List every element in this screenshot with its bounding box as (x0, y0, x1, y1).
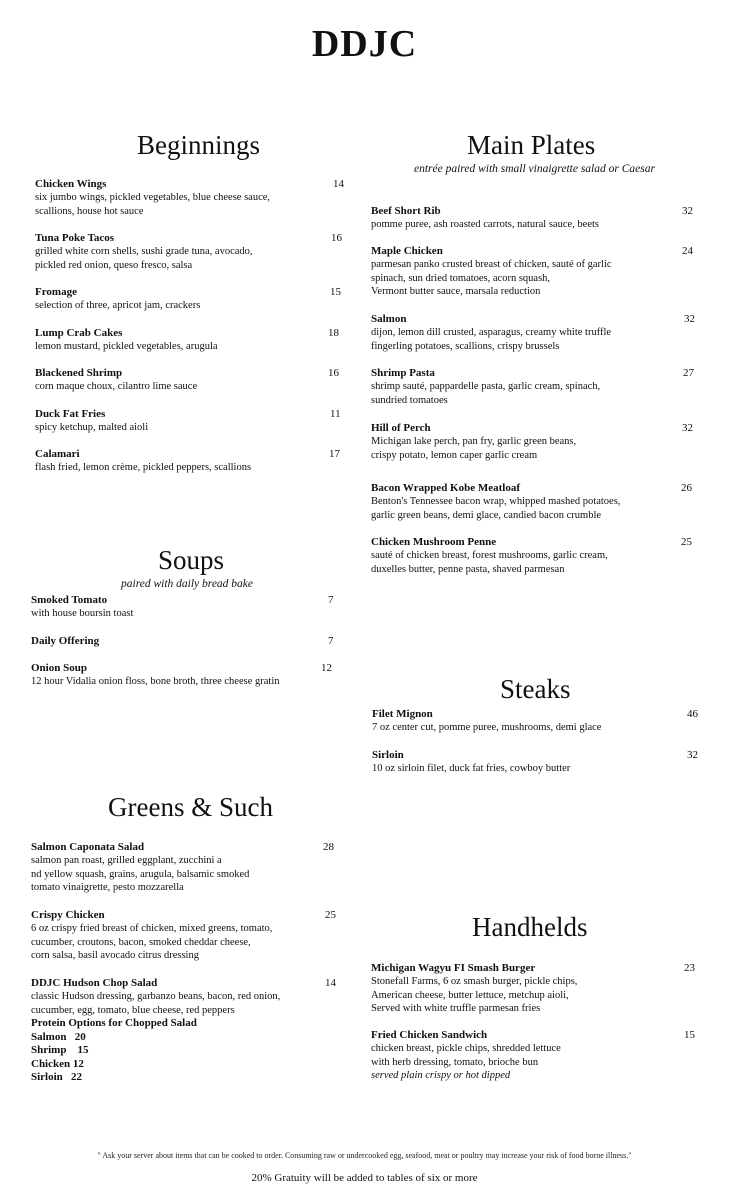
item-description: pomme puree, ash roasted carrots, natural sauce, beets (371, 219, 599, 230)
item-description: 10 oz sirloin filet, duck fat fries, cowboy butter (372, 763, 571, 774)
menu-item (371, 481, 701, 522)
item-description: corn maque choux, cilantro lime sauce (35, 381, 198, 392)
item-price: 46 (687, 708, 698, 720)
menu-item (35, 285, 345, 313)
item-price: 23 (684, 962, 695, 974)
gratuity-notice: 20% Gratuity will be added to tables of six or more (251, 1172, 478, 1184)
item-description: flash fried, lemon crème, pickled peppers, scallions (35, 462, 252, 473)
menu-item (371, 312, 701, 353)
item-price: 25 (681, 536, 692, 548)
item-name: Beef Short Rib (371, 205, 441, 217)
item-description: chicken breast, pickle chips, shredded lettuce with herb dressing, tomato, brioche bun (371, 1043, 561, 1068)
item-description: lemon mustard, pickled vegetables, arugula (35, 341, 218, 352)
item-price: 32 (682, 205, 693, 217)
menu-item (31, 661, 351, 689)
item-price: 28 (323, 841, 334, 853)
protein-name: Shrimp (31, 1044, 67, 1056)
item-name: Salmon Caponata Salad (31, 841, 145, 853)
menu-item (35, 231, 345, 272)
item-description: selection of three, apricot jam, crackers (35, 300, 201, 311)
item-name: Tuna Poke Tacos (35, 232, 115, 244)
item-name: Fromage (35, 286, 77, 298)
protein-name: Sirloin (31, 1071, 63, 1083)
item-description: spicy ketchup, malted aioli (35, 422, 149, 433)
item-name: Crispy Chicken (31, 909, 105, 921)
item-name: Duck Fat Fries (35, 408, 106, 420)
item-name: Lump Crab Cakes (35, 327, 123, 339)
item-description: sauté of chicken breast, forest mushrooms, garlic cream, duxelles butter, penne pasta, shaved parmesan (371, 550, 608, 575)
beginnings-heading: Beginnings (137, 130, 261, 160)
item-price: 32 (687, 749, 698, 761)
item-description: salmon pan roast, grilled eggplant, zucchini a nd yellow squash, grains, arugula, balsamic smoked tomato vinaigrette, pesto mozzarella (31, 855, 250, 893)
protein-price: 22 (71, 1071, 83, 1083)
menu-item (31, 976, 341, 1085)
item-description: Michigan lake perch, pan fry, garlic green beans, crispy potato, lemon caper garlic cream (371, 436, 577, 461)
menu-item (35, 366, 345, 394)
item-name: Chicken Wings (35, 178, 107, 190)
item-price: 25 (325, 909, 336, 921)
main-plates-subtitle: entrée paired with small vinaigrette salad or Caesar (414, 163, 655, 175)
menu-item (31, 634, 341, 648)
greens-heading: Greens & Such (108, 792, 273, 822)
item-name: Daily Offering (31, 635, 100, 647)
menu-item (35, 447, 345, 475)
menu-item (35, 407, 345, 435)
menu-item (31, 840, 341, 895)
item-price: 32 (682, 422, 693, 434)
menu-item (371, 421, 701, 462)
item-name: Bacon Wrapped Kobe Meatloaf (371, 482, 521, 494)
item-name: Shrimp Pasta (371, 367, 435, 379)
menu-item (31, 593, 341, 621)
menu-item (372, 707, 707, 735)
item-name: Onion Soup (31, 662, 87, 674)
item-price: 15 (684, 1029, 695, 1041)
item-name: Calamari (35, 448, 80, 460)
item-name: Blackened Shrimp (35, 367, 123, 379)
item-description: 7 oz center cut, pomme puree, mushrooms, demi glace (372, 722, 602, 733)
menu-item (372, 748, 707, 776)
menu-item (35, 177, 345, 218)
item-name: Smoked Tomato (31, 594, 108, 606)
protein-name: Salmon (31, 1030, 67, 1043)
food-safety-disclaimer: " Ask your server about items that can be cooked to order. Consuming raw or undercooked egg, seafood, meat or poultry may increase your risk of food borne illness." (97, 1151, 632, 1160)
item-price: 11 (330, 408, 341, 420)
protein-option (31, 1058, 341, 1072)
item-description: grilled white corn shells, sushi grade tuna, avocado, pickled red onion, queso fresco, salsa (35, 246, 253, 271)
item-note: served plain crispy or hot dipped (371, 1070, 511, 1081)
item-name: Salmon (371, 313, 407, 325)
item-description: 6 oz crispy fried breast of chicken, mixed greens, tomato, cucumber, croutons, bacon, smoked cheddar cheese, corn salsa, basil avocado citrus dressing (31, 923, 273, 961)
soups-subtitle: paired with daily bread bake (121, 578, 254, 590)
item-price: 7 (328, 594, 334, 606)
item-name: Hill of Perch (371, 422, 431, 434)
restaurant-title: DDJC (311, 23, 418, 65)
item-name: Sirloin (372, 749, 404, 761)
item-name: Filet Mignon (372, 708, 433, 720)
menu-item (371, 535, 701, 576)
item-description: 12 hour Vidalia onion floss, bone broth, three cheese gratin (31, 676, 280, 687)
main-plates-heading: Main Plates (467, 130, 596, 160)
item-description: Stonefall Farms, 6 oz smash burger, pickle chips, American cheese, butter lettuce, metchup aioli, Served with white truffle parmesan fries (371, 976, 578, 1014)
item-price: 16 (331, 232, 342, 244)
protein-option (31, 1044, 341, 1058)
protein-options-heading: Protein Options for Chopped Salad (31, 1017, 197, 1029)
protein-price: 15 (77, 1044, 89, 1056)
item-price: 7 (328, 635, 334, 647)
item-description: shrimp sauté, pappardelle pasta, garlic cream, spinach, sundried tomatoes (371, 381, 601, 406)
protein-option (31, 1031, 341, 1045)
menu-item (371, 961, 701, 1016)
item-description: six jumbo wings, pickled vegetables, blue cheese sauce, scallions, house hot sauce (35, 192, 271, 217)
protein-name: Chicken (31, 1057, 71, 1070)
protein-options-list (31, 1031, 341, 1085)
item-price: 18 (328, 327, 339, 339)
item-description: dijon, lemon dill crusted, asparagus, creamy white truffle fingerling potatoes, scallions, crispy brussels (371, 327, 612, 352)
item-price: 12 (321, 662, 332, 674)
item-name: Chicken Mushroom Penne (371, 536, 497, 548)
item-description: with house boursin toast (31, 608, 134, 619)
menu-item (371, 204, 701, 232)
menu-item (371, 244, 701, 299)
item-description: parmesan panko crusted breast of chicken, sauté of garlic spinach, sun dried tomatoes, acorn squash, Vermont butter sauce, marsala reduction (371, 259, 612, 297)
menu-item (371, 366, 701, 407)
handhelds-heading: Handhelds (472, 912, 588, 942)
item-price: 32 (684, 313, 695, 325)
menu-item (35, 326, 345, 354)
item-price: 27 (683, 367, 694, 379)
item-price: 24 (682, 245, 693, 257)
menu-item (31, 908, 341, 963)
item-price: 16 (328, 367, 339, 379)
item-name: Michigan Wagyu FI Smash Burger (371, 962, 536, 974)
protein-price: 20 (74, 1030, 86, 1043)
item-description: classic Hudson dressing, garbanzo beans, bacon, red onion, cucumber, egg, tomato, blue cheese, red peppers (31, 991, 281, 1016)
protein-option (31, 1071, 341, 1085)
menu-item (371, 1028, 701, 1083)
protein-price: 12 (72, 1057, 84, 1070)
item-name: DDJC Hudson Chop Salad (31, 977, 158, 989)
item-description: Benton's Tennessee bacon wrap, whipped mashed potatoes, garlic green beans, demi glace, candied bacon crumble (371, 496, 621, 521)
item-price: 14 (325, 977, 336, 989)
item-price: 14 (333, 178, 344, 190)
soups-heading: Soups (158, 545, 225, 575)
steaks-heading: Steaks (500, 674, 571, 704)
item-price: 15 (330, 286, 341, 298)
item-price: 26 (681, 482, 692, 494)
item-price: 17 (329, 448, 340, 460)
item-name: Maple Chicken (371, 245, 443, 257)
item-name: Fried Chicken Sandwich (371, 1029, 488, 1041)
